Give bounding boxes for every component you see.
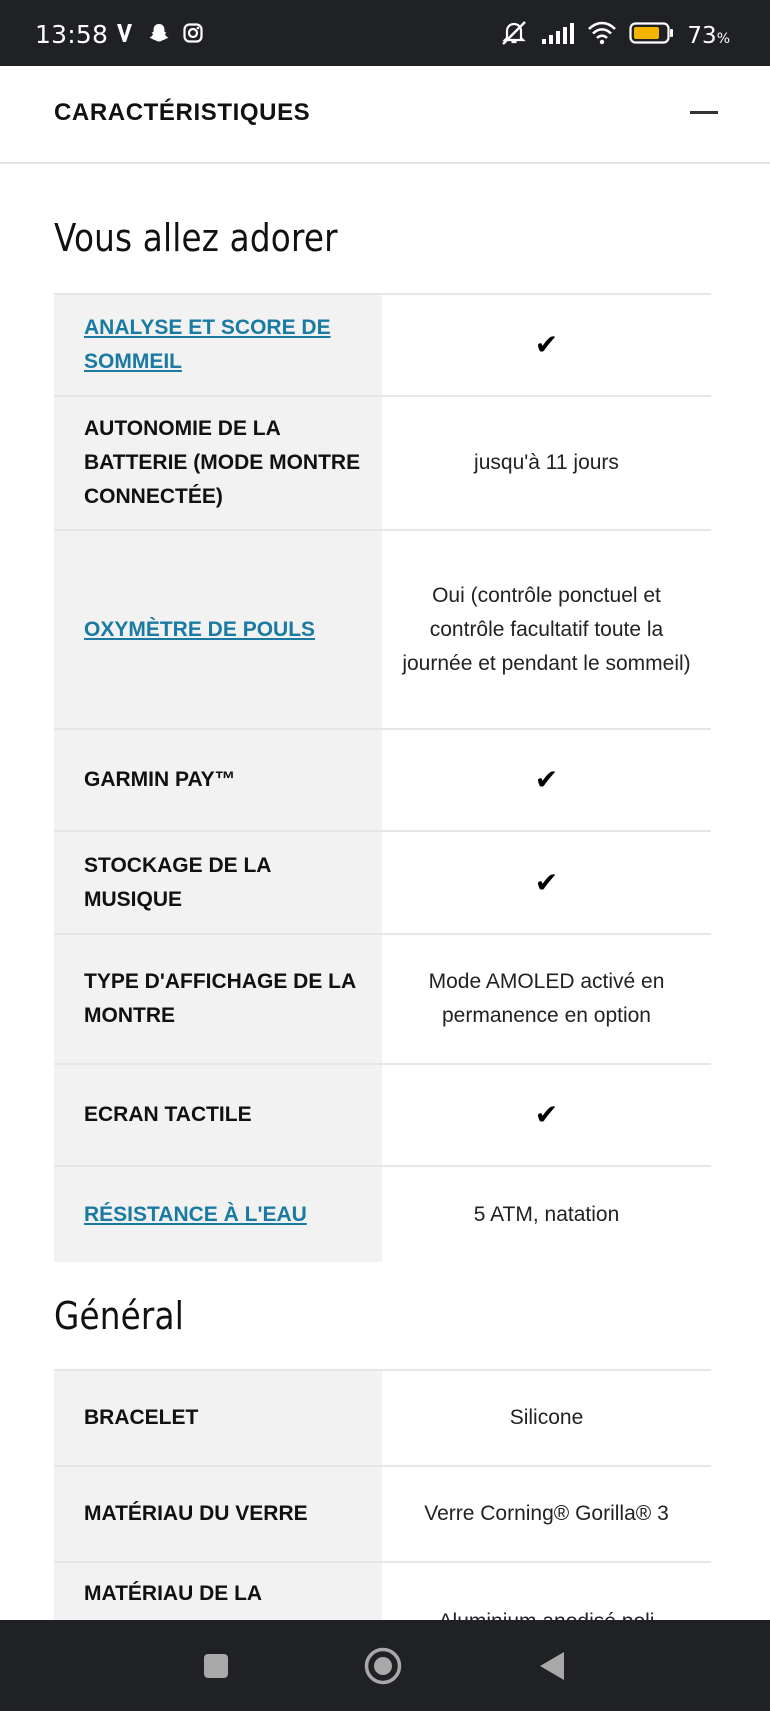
group-heading-vous-allez-adorer: Vous allez adorer	[54, 216, 338, 260]
status-notification-icons	[114, 22, 204, 49]
back-triangle-icon	[537, 1649, 567, 1683]
spec-value: jusqu'à 11 jours	[474, 451, 619, 474]
spec-value: Silicone	[509, 1406, 584, 1429]
spec-label-link[interactable]: ANALYSE ET SCORE DE SOMMEIL	[54, 295, 382, 395]
v-app-icon	[114, 22, 136, 49]
spec-label: STOCKAGE DE LA MUSIQUE	[54, 832, 382, 933]
check-icon: ✔	[534, 329, 559, 360]
specs-content	[0, 164, 770, 1620]
recents-button[interactable]	[194, 1644, 238, 1688]
spec-table-vous-allez-adorer	[54, 293, 711, 1262]
spec-value	[382, 295, 711, 395]
spec-label: BRACELET	[54, 1371, 382, 1465]
check-icon: ✔	[534, 1099, 559, 1130]
spec-label: MATÉRIAU DE LA	[54, 1563, 382, 1663]
battery-icon	[629, 21, 675, 50]
instagram-icon	[182, 22, 204, 49]
navigation-bar	[0, 1620, 770, 1711]
spec-row	[54, 832, 711, 935]
spec-row	[54, 295, 711, 397]
spec-label: TYPE D'AFFICHAGE DE LA MONTRE	[54, 935, 382, 1063]
spec-row	[54, 1167, 711, 1262]
spec-label-link[interactable]: OXYMÈTRE DE POULS	[54, 531, 382, 728]
spec-row	[54, 397, 711, 531]
mute-icon	[499, 20, 529, 51]
spec-table-general	[54, 1369, 711, 1663]
snapchat-icon	[148, 22, 170, 49]
section-title: CARACTÉRISTIQUES	[54, 99, 311, 126]
spec-row	[54, 531, 711, 730]
check-icon: ✔	[534, 866, 559, 898]
spec-label: ECRAN TACTILE	[54, 1065, 382, 1165]
spec-label: AUTONOMIE DE LA BATTERIE (MODE MONTRE CONNECTÉE)	[54, 397, 382, 529]
signal-icon	[541, 21, 575, 50]
spec-row	[54, 1467, 711, 1563]
spec-value	[382, 832, 711, 933]
circle-home-icon	[363, 1646, 403, 1686]
status-time: 13:58	[35, 20, 109, 49]
spec-row	[54, 1065, 711, 1167]
status-system-icons	[499, 20, 730, 51]
spec-value: 5 ATM, natation	[473, 1202, 620, 1226]
home-button[interactable]	[361, 1644, 405, 1688]
spec-value: Oui (contrôle ponctuel et contrôle facultatif toute la journée et pendant le sommeil)	[402, 583, 691, 675]
spec-value: Verre Corning® Gorilla® 3	[424, 1502, 669, 1525]
spec-label-link[interactable]: RÉSISTANCE À L'EAU	[54, 1167, 382, 1262]
specs-accordion-header[interactable]	[0, 66, 770, 164]
spec-label: GARMIN PAY™	[54, 730, 382, 830]
spec-row	[54, 935, 711, 1065]
check-icon: ✔	[534, 764, 559, 795]
group-heading-general: Général	[54, 1294, 184, 1338]
wifi-icon	[587, 21, 617, 50]
spec-value	[382, 1065, 711, 1165]
spec-row	[54, 730, 711, 832]
collapse-minus-icon[interactable]	[690, 111, 718, 114]
spec-label: MATÉRIAU DU VERRE	[54, 1467, 382, 1561]
spec-row	[54, 1371, 711, 1467]
status-bar	[0, 0, 770, 66]
square-icon	[202, 1652, 230, 1680]
back-button[interactable]	[530, 1644, 574, 1688]
spec-value: Mode AMOLED activé en permanence en option	[428, 970, 665, 1027]
spec-value	[382, 730, 711, 830]
battery-percent: 73%	[687, 22, 730, 49]
